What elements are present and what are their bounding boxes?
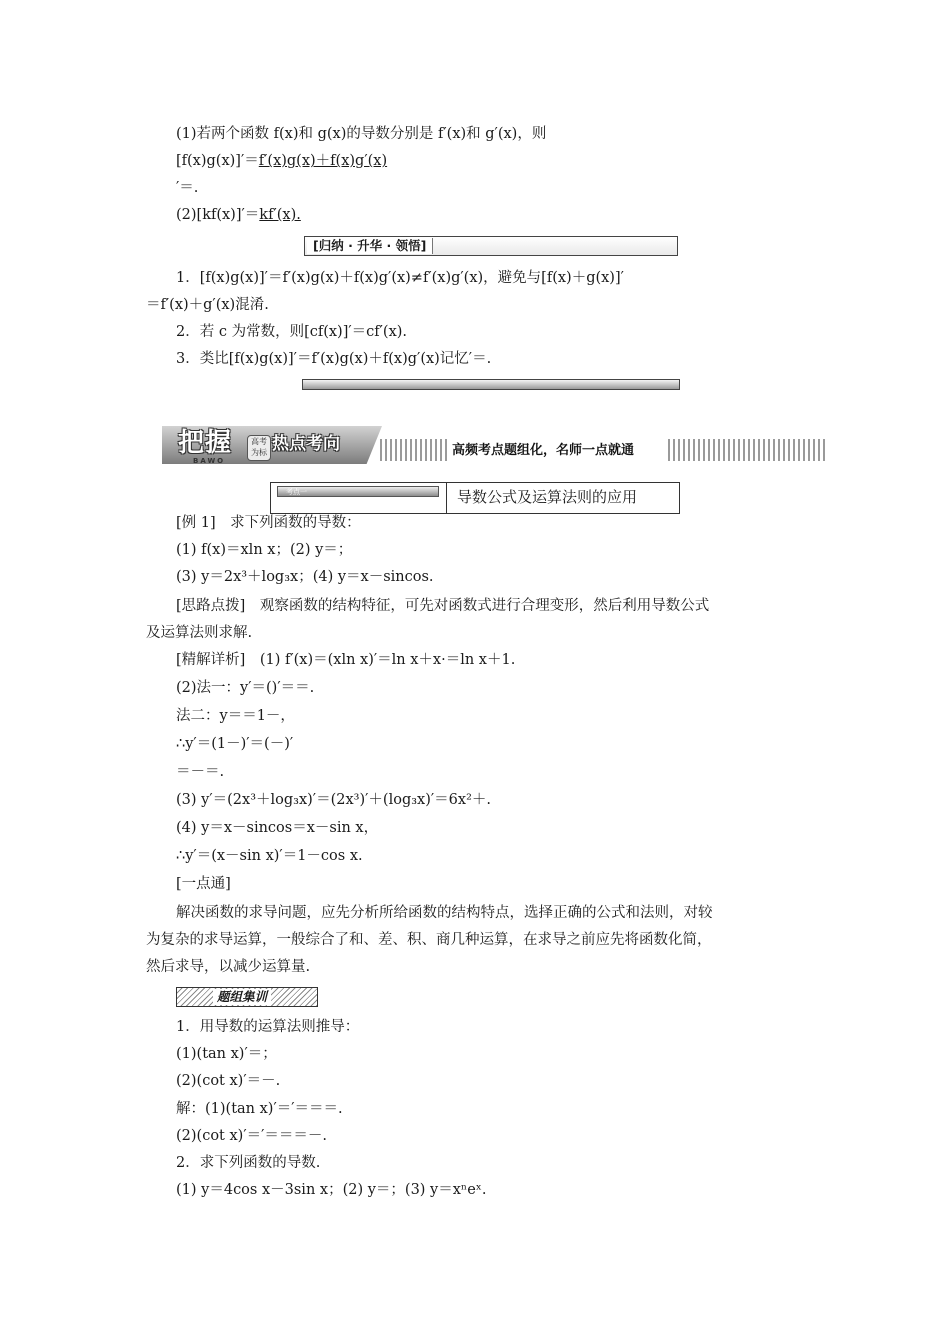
- rule-line-1: (1)若两个函数 f(x)和 g(x)的导数分别是 f′(x)和 g′(x)，则: [176, 126, 547, 142]
- rule-line-2-answer: f′(x)g(x)＋f(x)g′(x): [258, 153, 388, 169]
- example-line-4: [思路点拨] 观察函数的结构特征，可先对函数式进行合理变形，然后利用导数公式: [176, 598, 710, 614]
- tip-line-2: 为复杂的求导运算，一般综合了和、差、积、商几种运算，在求导之前应先将函数化简，: [146, 932, 712, 948]
- practice-line-4: 解：(1)(tan x)′＝′＝＝＝.: [176, 1101, 343, 1117]
- rule-line-4: [176, 205, 301, 225]
- section-stripes-right: [668, 439, 828, 461]
- tip-line-3: 然后求导，以减少运算量.: [146, 959, 311, 975]
- practice-line-6: 2．求下列函数的导数.: [176, 1155, 321, 1171]
- rule-line-3: ′＝.: [176, 180, 199, 196]
- example-line-10: ＝－＝.: [176, 764, 225, 780]
- section-title: 把握: [178, 428, 233, 458]
- tip-label: [一点通]: [176, 876, 231, 892]
- topic-box: [270, 482, 680, 514]
- summary-end-bar: [302, 379, 680, 390]
- example-line-2: (1) f(x)＝xln x；(2) y＝；: [176, 542, 353, 558]
- summary-banner: [304, 236, 678, 256]
- example-line-12: (4) y＝x－sincos＝x－sin x，: [176, 820, 379, 836]
- example-line-8: 法二：y＝＝1－，: [176, 708, 295, 724]
- section-tagline: 高频考点题组化，名师一点就通: [452, 443, 635, 458]
- section-stripes-left: [380, 439, 450, 461]
- practice-label: 题组集训: [213, 989, 271, 1005]
- topic-divider: [446, 483, 447, 513]
- rule-line-4-answer: kf′(x).: [259, 207, 301, 223]
- example-line-11: (3) y′＝(2x³＋log₃x)′＝(2x³)′＋(log₃x)′＝6x²＋.: [176, 792, 491, 808]
- summary-line-3: 3．类比[f(x)g(x)]′＝f′(x)g(x)＋f(x)g′(x)记忆′＝.: [176, 351, 492, 367]
- practice-line-2: (1)(tan x)′＝；: [176, 1046, 277, 1062]
- summary-line-2: 2．若 c 为常数，则[cf(x)]′＝cf′(x).: [176, 324, 408, 340]
- tip-line-1: 解决函数的求导问题，应先分析所给函数的结构特点，选择正确的公式和法则，对较: [176, 905, 713, 921]
- practice-line-7: (1) y＝4cos x－3sin x；(2) y＝；(3) y＝xⁿeˣ.: [176, 1182, 487, 1198]
- section-subtitle: 热点考向: [272, 434, 340, 454]
- practice-line-1: 1．用导数的运算法则推导：: [176, 1019, 360, 1035]
- topic-title: 导数公式及运算法则的应用: [457, 488, 638, 506]
- example-line-6: [精解详析] (1) f′(x)＝(xln x)′＝ln x＋x·＝ln x＋1.: [176, 652, 516, 668]
- topic-tag: 考点一: [277, 486, 439, 497]
- practice-line-5: (2)(cot x)′＝′＝＝＝－.: [176, 1128, 328, 1144]
- summary-label: [归纳 · 升华 · 领悟]: [307, 238, 433, 254]
- example-line-13: ∴y′＝(x－sin x)′＝1－cos x.: [176, 848, 363, 864]
- example-line-7: (2)法一：y′＝()′＝＝.: [176, 680, 315, 696]
- practice-banner: [176, 987, 318, 1007]
- example-line-3: (3) y＝2x³＋log₃x；(4) y＝x－sincos.: [176, 569, 434, 585]
- summary-line-1b: ＝f′(x)＋g′(x)混淆.: [146, 297, 269, 313]
- example-line-1: [例 1] 求下列函数的导数：: [176, 515, 361, 531]
- example-line-9: ∴y′＝(1－)′＝(－)′: [176, 736, 294, 752]
- rule-line-4-lhs: (2)[kf(x)]′＝: [176, 207, 260, 223]
- section-pinyin: BAWO: [193, 457, 226, 465]
- section-tag: 高考为标: [247, 435, 271, 461]
- summary-line-1: 1．[f(x)g(x)]′＝f′(x)g(x)＋f(x)g′(x)≠f′(x)g′(x)，避免与[f(x)＋g(x)]′: [176, 270, 624, 286]
- rule-line-2: [176, 151, 387, 171]
- rule-line-2-lhs: [f(x)g(x)]′＝: [176, 153, 259, 169]
- example-line-5: 及运算法则求解.: [146, 625, 253, 641]
- practice-line-3: (2)(cot x)′＝－.: [176, 1073, 281, 1089]
